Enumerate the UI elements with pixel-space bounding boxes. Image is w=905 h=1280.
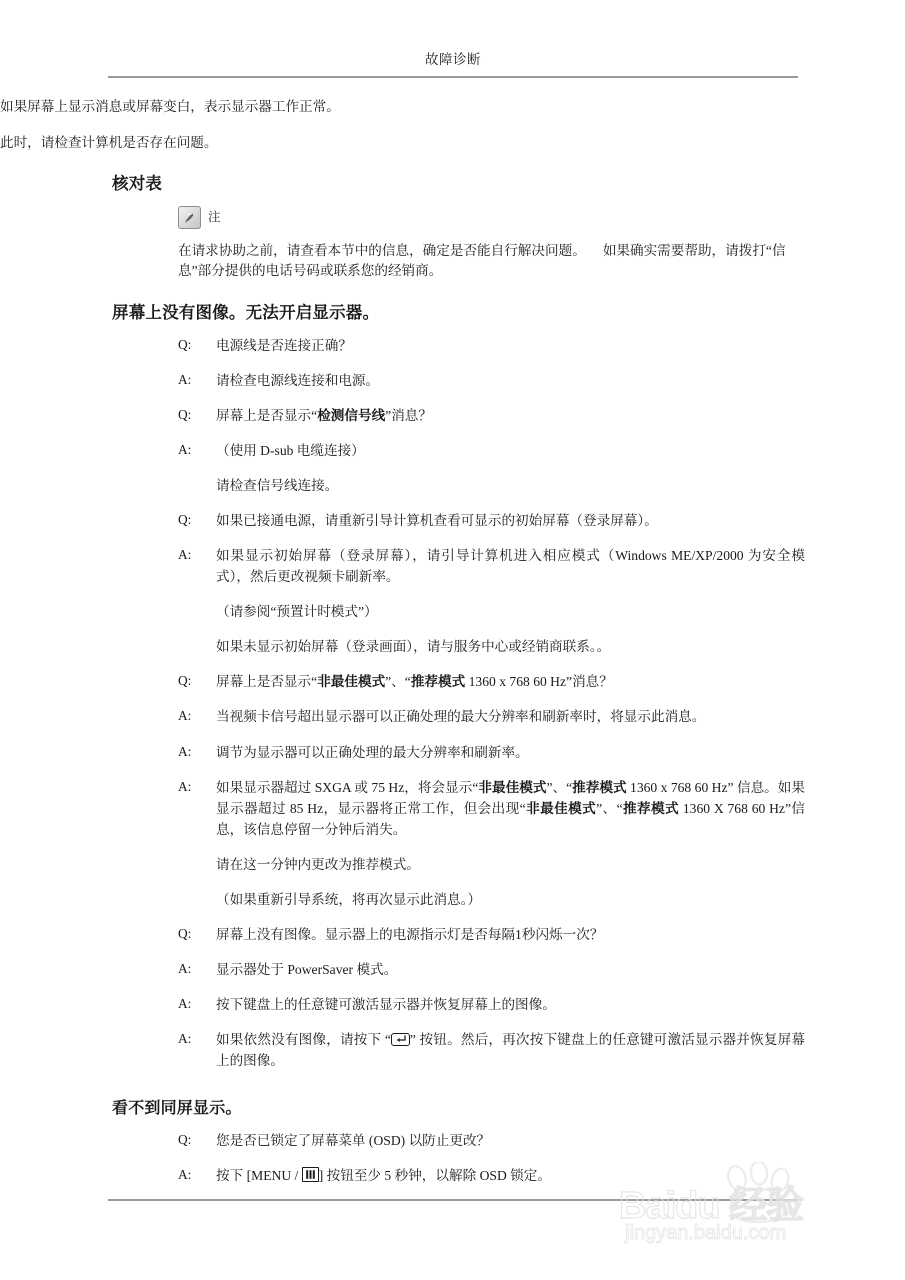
qa-label: A: [178, 960, 192, 976]
qa-label: A: [178, 996, 192, 1012]
running-header [108, 52, 798, 68]
qa-row [178, 510, 805, 531]
watermark-url: jingyan.baidu.com [625, 1222, 787, 1244]
qa-text: 请检查电源线连接和电源。 [216, 372, 380, 388]
qa-text: 屏幕上没有图像。显示器上的电源指示灯是否每隔1秒闪烁一次？ [216, 926, 604, 942]
intro-paragraph-1: 如果屏幕上显示消息或屏幕变白，表示显示器工作正常。 [0, 99, 340, 114]
qa-row [178, 742, 805, 763]
qa-text: 如果显示初始屏幕（登录屏幕），请引导计算机进入相应模式（Windows ME/XP/2000 为安全模式），然后更改视频卡刷新率。 [216, 548, 805, 585]
intro-paragraph-2: 此时，请检查计算机是否存在问题。 [0, 135, 218, 151]
note-pen-icon [178, 206, 201, 229]
qa-row [178, 959, 805, 980]
qa-seg: 按下 [MENU / [216, 1168, 302, 1184]
qa-row [178, 335, 805, 356]
note-text-part-1: 在请求协助之前，请查看本节中的信息，确定是否能自行解决问题。 [178, 242, 586, 258]
qa-text-post: ”消息？ [566, 674, 613, 690]
note-header [178, 206, 805, 229]
document-content [0, 96, 905, 1200]
qa-label: Q: [178, 925, 192, 941]
qa-row [178, 777, 805, 840]
qa-seg: ] 按钮至少 5 秒钟，以解除 OSD 锁定。 [318, 1168, 551, 1184]
qa-text-bold: 推荐模式 [410, 674, 466, 690]
qa-subtext: 如果未显示初始屏幕（登录画面），请与服务中心或经销商联系。。 [216, 639, 611, 655]
menu-key-icon [302, 1167, 319, 1182]
qa-text-resolution: 1360 x 768 60 Hz [465, 674, 567, 690]
qa-text-bold: 推荐模式 [622, 800, 680, 816]
qa-label: Q: [178, 673, 192, 689]
qa-text-pre: 屏幕上是否显示“ [216, 674, 318, 690]
qa-seg: Hz” 信息。如果显示器超过 85 Hz，显示器将正常工作，但会出现“ [216, 779, 806, 816]
qa-row [178, 440, 805, 461]
qa-label: Q: [178, 336, 192, 352]
qa-text: 按下键盘上的任意键可激活显示器并恢复屏幕上的图像。 [216, 997, 556, 1013]
qa-seg: 如果依然没有图像，请按下 “ [216, 1032, 391, 1048]
qa-text-bold: 非最佳模式 [317, 674, 386, 690]
qa-seg: ”、“ [596, 800, 623, 816]
qa-row [178, 370, 805, 391]
qa-text-resolution: 1360 x 768 60 [626, 779, 709, 795]
qa-label: A: [178, 778, 192, 794]
heading-checklist: 核对表 [112, 175, 163, 194]
qa-text [216, 1165, 805, 1186]
qa-label: A: [178, 441, 192, 457]
qa-row [178, 405, 805, 426]
qa-subtext: 请检查信号线连接。 [216, 478, 339, 494]
qa-text [216, 671, 805, 692]
qa-label: Q: [178, 406, 192, 422]
qa-label: Q: [178, 1132, 192, 1148]
qa-text: 电源线是否连接正确？ [216, 337, 352, 353]
qa-text-resolution: 1360 X 768 60 Hz [679, 800, 785, 816]
qa-text [216, 405, 805, 426]
qa-label: A: [178, 1167, 192, 1183]
qa-label: A: [178, 1031, 192, 1047]
qa-seg: ”信息，该信息停留一分钟后消失。 [216, 800, 806, 837]
qa-text-bold: 检测信号线 [317, 407, 386, 423]
qa-row [178, 1165, 805, 1186]
qa-seg: ”、“ [546, 779, 573, 795]
header-title: 故障诊断 [425, 52, 481, 67]
qa-row [178, 671, 805, 692]
qa-subtext: 请在这一分钟内更改为推荐模式。 [216, 856, 420, 872]
qa-row [178, 1029, 805, 1071]
qa-text-pre: 屏幕上是否显示“ [216, 407, 318, 423]
qa-row [178, 1130, 805, 1151]
qa-row [178, 924, 805, 945]
qa-text: 调节为显示器可以正确处理的最大分辨率和刷新率。 [216, 744, 529, 760]
qa-row [178, 545, 805, 587]
qa-label: A: [178, 547, 192, 563]
qa-text: 显示器处于 PowerSaver 模式。 [216, 961, 398, 977]
note-block [178, 206, 805, 282]
footer-rule [108, 1199, 798, 1201]
qa-text [216, 1029, 805, 1071]
note-label: 注 [208, 209, 221, 224]
qa-subtext: （如果重新引导系统，将再次显示此消息。） [216, 891, 482, 907]
qa-text-bold: 非最佳模式 [478, 779, 547, 795]
heading-no-image: 屏幕上没有图像。无法开启显示器。 [112, 304, 380, 323]
note-text [178, 241, 805, 282]
qa-text-post: ”消息？ [385, 407, 432, 423]
qa-text-mid: ”、“ [385, 674, 411, 690]
qa-seg: ” 按钮。然后，再次按下键盘上的任意键可激活显示器并恢复屏幕上的图像。 [216, 1032, 805, 1069]
heading-osd: 看不到同屏显示。 [112, 1100, 242, 1118]
qa-text: 如果已接通电源，请重新引导计算机查看可显示的初始屏幕（登录屏幕）。 [216, 513, 658, 529]
qa-text-bold: 推荐模式 [572, 779, 627, 795]
qa-text [216, 777, 805, 840]
note-text-part-2: 如果确实需要帮助，请拨打“信息”部分提供的电话号码或联系您的经销商。 [178, 242, 786, 278]
qa-text: 您是否已锁定了屏幕菜单 (OSD) 以防止更改？ [216, 1133, 491, 1149]
header-rule [108, 76, 798, 78]
qa-label: A: [178, 371, 192, 387]
qa-text-bold: 非最佳模式 [525, 800, 597, 816]
qa-label: A: [178, 708, 192, 724]
qa-label: Q: [178, 512, 192, 528]
qa-text: （使用 D-sub 电缆连接） [216, 442, 365, 458]
qa-label: A: [178, 743, 192, 759]
qa-subtext: （请参阅“预置计时模式”） [216, 604, 378, 620]
qa-text: 当视频卡信号超出显示器可以正确处理的最大分辨率和刷新率时，将显示此消息。 [216, 709, 706, 725]
qa-seg: 如果显示器超过 SXGA 或 75 Hz，将会显示“ [216, 779, 479, 795]
qa-row [178, 706, 805, 727]
enter-key-icon [391, 1033, 410, 1046]
watermark-title: Baidu 经验 [619, 1185, 804, 1227]
qa-row [178, 994, 805, 1015]
